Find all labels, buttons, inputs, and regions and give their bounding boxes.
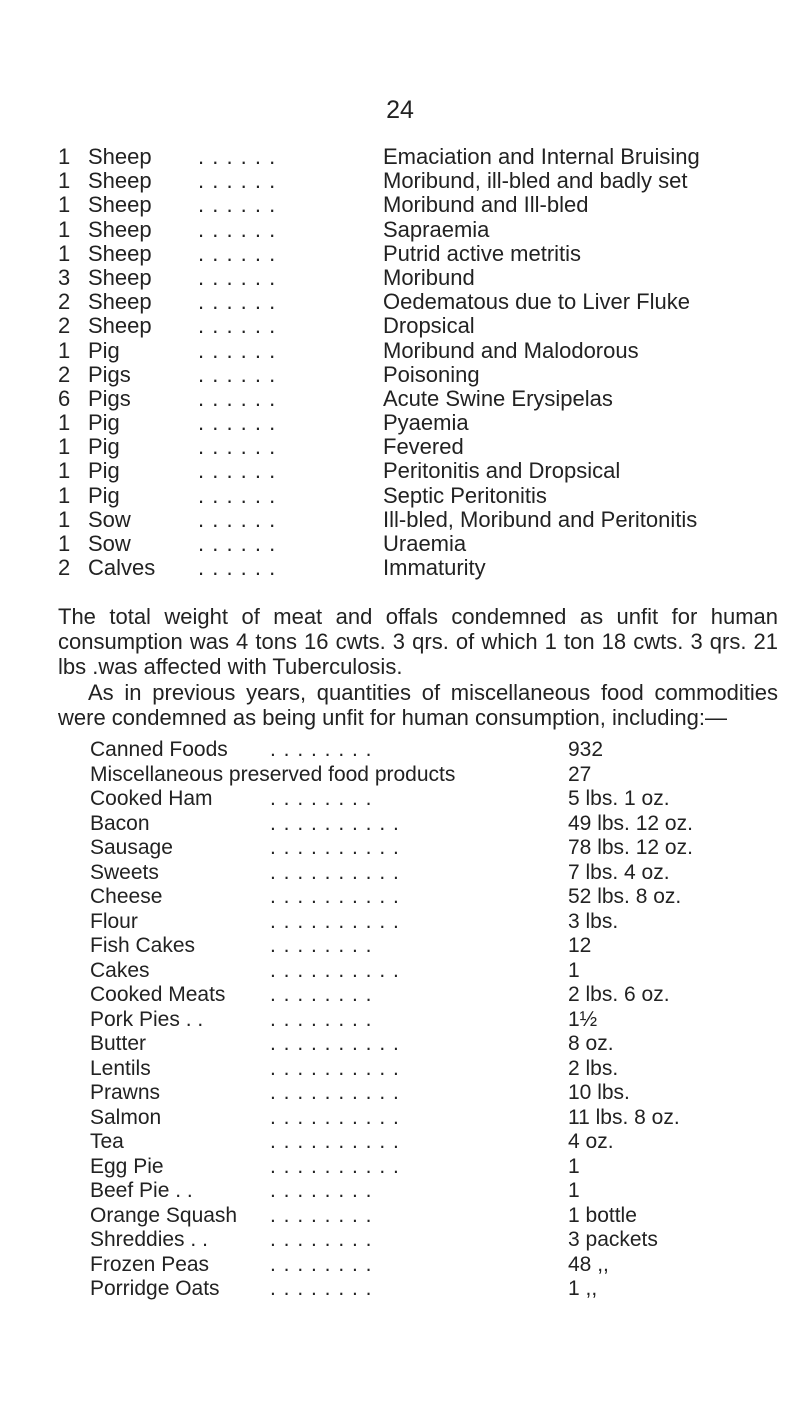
food-name: Shreddies . .: [90, 1228, 208, 1251]
condemnation-reason: Moribund and Malodorous: [383, 337, 639, 363]
food-quantity: 27: [568, 762, 592, 786]
animal-type: Sheep: [88, 216, 152, 242]
condemnation-reason: Putrid active metritis: [383, 240, 582, 266]
condemnation-reason: Moribund, ill-bled and badly set: [383, 168, 688, 194]
animal-type: Sow: [88, 506, 131, 532]
food-quantity: 52 lbs. 8 oz.: [568, 885, 682, 908]
food-name: Tea: [90, 1130, 124, 1153]
animal-type: Sow: [88, 531, 131, 556]
leader-dots: . . . . . . . .: [270, 1179, 373, 1202]
food-name: Pork Pies . .: [90, 1007, 204, 1031]
leader-dots: . . . . . .: [198, 361, 277, 387]
condemnation-reason: Fevered: [383, 434, 464, 460]
food-name: Cooked Ham: [90, 787, 213, 810]
leader-dots: . . . . . .: [198, 216, 277, 242]
animal-count: 1: [58, 144, 71, 169]
list-item: [58, 290, 778, 314]
list-item: [90, 738, 780, 763]
list-item: [90, 1130, 780, 1155]
list-item: [90, 1155, 780, 1180]
list-item: [90, 812, 780, 837]
list-item: [58, 314, 778, 338]
leader-dots: . . . . . .: [198, 337, 277, 363]
list-item: [90, 983, 780, 1008]
food-name: Cheese: [90, 885, 163, 908]
animal-type: Sheep: [88, 168, 152, 194]
condemnation-reason: Septic Peritonitis: [383, 482, 547, 508]
animal-type: Sheep: [88, 192, 152, 218]
leader-dots: . . . . . . . .: [270, 983, 373, 1006]
food-quantity: 2 lbs.: [568, 1056, 619, 1080]
list-item: [90, 1179, 780, 1204]
leader-dots: . . . . . . . .: [270, 1277, 373, 1300]
leader-dots: . . . . . . . . . .: [270, 1130, 400, 1153]
leader-dots: . . . . . .: [198, 240, 277, 266]
leader-dots: . . . . . .: [198, 458, 277, 484]
misc-food-paragraph: As in previous years, quantities of miscellaneous food commodities were condemned as being unfit for human consumption, including:—: [58, 680, 778, 730]
food-quantity: 49 lbs. 12 oz.: [568, 811, 693, 835]
list-item: [90, 1253, 780, 1278]
leader-dots: . . . . . . . . . .: [270, 885, 400, 908]
animal-count: 1: [58, 434, 71, 460]
leader-dots: . . . . . . . .: [270, 1252, 373, 1276]
list-item: [90, 836, 780, 861]
animal-count: 1: [58, 192, 71, 218]
condemnation-reason: Emaciation and Internal Bruising: [383, 144, 700, 169]
list-item: [90, 885, 780, 910]
food-name: Flour: [90, 909, 138, 933]
animal-count: 1: [58, 240, 71, 266]
animal-type: Pigs: [88, 385, 131, 411]
food-quantity: 1: [568, 958, 580, 982]
leader-dots: . . . . . . . .: [270, 1007, 373, 1031]
leader-dots: . . . . . . . . . .: [270, 909, 400, 933]
food-name: Salmon: [90, 1105, 162, 1129]
animal-type: Calves: [88, 555, 156, 581]
list-item: [58, 435, 778, 459]
animal-count: 2: [58, 555, 71, 581]
food-name: Prawns: [90, 1081, 161, 1104]
condemned-food-list: [90, 738, 780, 1302]
food-name: Bacon: [90, 811, 150, 835]
leader-dots: . . . . . .: [198, 313, 277, 339]
condemnation-reason: Moribund: [383, 264, 475, 290]
animal-type: Sheep: [88, 313, 152, 339]
animal-type: Pig: [88, 458, 120, 484]
animal-count: 1: [58, 168, 71, 194]
animal-count: 2: [58, 361, 71, 387]
leader-dots: . . . . . . . . . .: [270, 1105, 400, 1129]
list-item: [58, 169, 778, 193]
leader-dots: . . . . . .: [198, 555, 277, 581]
food-name: Fish Cakes: [90, 934, 196, 957]
leader-dots: . . . . . . . .: [270, 934, 373, 957]
leader-dots: . . . . . .: [198, 506, 277, 532]
list-item: [58, 484, 778, 508]
leader-dots: . . . . . .: [198, 168, 277, 194]
list-item: [90, 1081, 780, 1106]
animal-type: Sheep: [88, 240, 152, 266]
page-number: 24: [386, 96, 414, 124]
leader-dots: . . . . . . . .: [270, 1203, 373, 1227]
leader-dots: . . . . . . . . . .: [270, 1056, 400, 1080]
animal-count: 6: [58, 385, 71, 411]
list-item: [58, 242, 778, 266]
food-quantity: 12: [568, 934, 592, 957]
food-quantity: 4 oz.: [568, 1130, 614, 1153]
food-name: Miscellaneous preserved food products: [90, 762, 456, 786]
animal-type: Sheep: [88, 289, 152, 315]
list-item: [90, 763, 780, 788]
list-item: [58, 193, 778, 217]
list-item: [90, 1277, 780, 1302]
animal-count: 1: [58, 458, 71, 484]
list-item: [90, 1057, 780, 1082]
food-name: Canned Foods: [90, 738, 228, 761]
condemnation-reason: Moribund and Ill-bled: [383, 192, 589, 218]
leader-dots: . . . . . . . .: [270, 1228, 373, 1251]
condemnation-reason: Sapraemia: [383, 216, 490, 242]
list-item: [58, 218, 778, 242]
animal-count: 1: [58, 506, 71, 532]
food-quantity: 1½: [568, 1007, 598, 1031]
food-quantity: 1: [568, 1154, 580, 1178]
food-quantity: 932: [568, 738, 604, 761]
leader-dots: . . . . . .: [198, 434, 277, 460]
leader-dots: . . . . . .: [198, 264, 277, 290]
animal-count: 2: [58, 289, 71, 315]
food-name: Sweets: [90, 860, 159, 884]
leader-dots: . . . . . . . . . .: [270, 811, 400, 835]
food-name: Porridge Oats: [90, 1277, 220, 1300]
list-item: [90, 1106, 780, 1131]
animal-type: Sheep: [88, 144, 152, 169]
leader-dots: . . . . . .: [198, 385, 277, 411]
condemned-animals-list: [58, 145, 778, 580]
leader-dots: . . . . . .: [198, 144, 277, 169]
food-quantity: 1 bottle: [568, 1203, 637, 1227]
food-quantity: 1 ,,: [568, 1277, 598, 1300]
food-quantity: 10 lbs.: [568, 1081, 630, 1104]
condemnation-reason: Pyaemia: [383, 410, 469, 436]
food-quantity: 7 lbs. 4 oz.: [568, 860, 670, 884]
list-item: [58, 387, 778, 411]
animal-type: Sheep: [88, 264, 152, 290]
leader-dots: . . . . . . . . . .: [270, 958, 400, 982]
list-item: [90, 1032, 780, 1057]
animal-type: Pig: [88, 434, 120, 460]
animal-count: 1: [58, 410, 71, 436]
condemnation-reason: Ill-bled, Moribund and Peritonitis: [383, 506, 698, 532]
animal-type: Pig: [88, 337, 120, 363]
food-quantity: 3 lbs.: [568, 909, 619, 933]
list-item: [90, 787, 780, 812]
food-quantity: 3 packets: [568, 1228, 658, 1251]
leader-dots: . . . . . .: [198, 192, 277, 218]
food-quantity: 2 lbs. 6 oz.: [568, 983, 670, 1006]
list-item: [58, 145, 778, 169]
food-quantity: 11 lbs. 8 oz.: [568, 1105, 680, 1129]
food-name: Beef Pie . .: [90, 1179, 193, 1202]
food-name: Cakes: [90, 958, 150, 982]
food-quantity: 1: [568, 1179, 580, 1202]
animal-count: 1: [58, 482, 71, 508]
food-name: Butter: [90, 1032, 147, 1055]
food-name: Sausage: [90, 836, 173, 859]
list-item: [58, 363, 778, 387]
condemnation-reason: Immaturity: [383, 555, 486, 581]
condemnation-reason: Poisoning: [383, 361, 480, 387]
list-item: [58, 411, 778, 435]
leader-dots: . . . . . . . . . .: [270, 836, 400, 859]
leader-dots: . . . . . .: [198, 482, 277, 508]
food-name: Cooked Meats: [90, 983, 226, 1006]
leader-dots: . . . . . .: [198, 289, 277, 315]
condemnation-reason: Acute Swine Erysipelas: [383, 385, 613, 411]
animal-count: 1: [58, 337, 71, 363]
list-item: [90, 934, 780, 959]
leader-dots: . . . . . . . . . .: [270, 1154, 400, 1178]
condemnation-reason: Peritonitis and Dropsical: [383, 458, 621, 484]
animal-count: 1: [58, 531, 71, 556]
list-item: [58, 508, 778, 532]
list-item: [90, 1008, 780, 1033]
condemnation-reason: Uraemia: [383, 531, 467, 556]
list-item: [58, 556, 778, 580]
food-quantity: 78 lbs. 12 oz.: [568, 836, 693, 859]
list-item: [58, 339, 778, 363]
list-item: [58, 266, 778, 290]
leader-dots: . . . . . .: [198, 410, 277, 436]
leader-dots: . . . . . . . .: [270, 738, 373, 761]
food-quantity: 48 ,,: [568, 1252, 609, 1276]
list-item: [90, 959, 780, 984]
food-name: Frozen Peas: [90, 1252, 210, 1276]
leader-dots: . . . . . .: [198, 531, 277, 556]
list-item: [90, 910, 780, 935]
food-name: Orange Squash: [90, 1203, 238, 1227]
list-item: [58, 459, 778, 483]
food-quantity: 8 oz.: [568, 1032, 614, 1055]
condemnation-reason: Oedematous due to Liver Fluke: [383, 289, 690, 315]
total-weight-paragraph: The total weight of meat and offals condemned as unfit for human consumption was 4 tons 16 cwts. 3 qrs. of which 1 ton 18 cwts. 3 qrs. 21 lbs .was affected with Tuberculosis.: [58, 604, 778, 679]
animal-type: Pig: [88, 482, 120, 508]
leader-dots: . . . . . . . . . .: [270, 1032, 400, 1055]
animal-count: 2: [58, 313, 71, 339]
leader-dots: . . . . . . . . . .: [270, 860, 400, 884]
list-item: [90, 861, 780, 886]
list-item: [90, 1228, 780, 1253]
list-item: [58, 532, 778, 556]
food-quantity: 5 lbs. 1 oz.: [568, 787, 670, 810]
condemnation-reason: Dropsical: [383, 313, 475, 339]
food-name: Lentils: [90, 1056, 151, 1080]
leader-dots: . . . . . . . . . .: [270, 1081, 400, 1104]
animal-type: Pig: [88, 410, 120, 436]
animal-count: 1: [58, 216, 71, 242]
leader-dots: . . . . . . . .: [270, 787, 373, 810]
animal-type: Pigs: [88, 361, 131, 387]
list-item: [90, 1204, 780, 1229]
food-name: Egg Pie: [90, 1154, 164, 1178]
animal-count: 3: [58, 264, 71, 290]
